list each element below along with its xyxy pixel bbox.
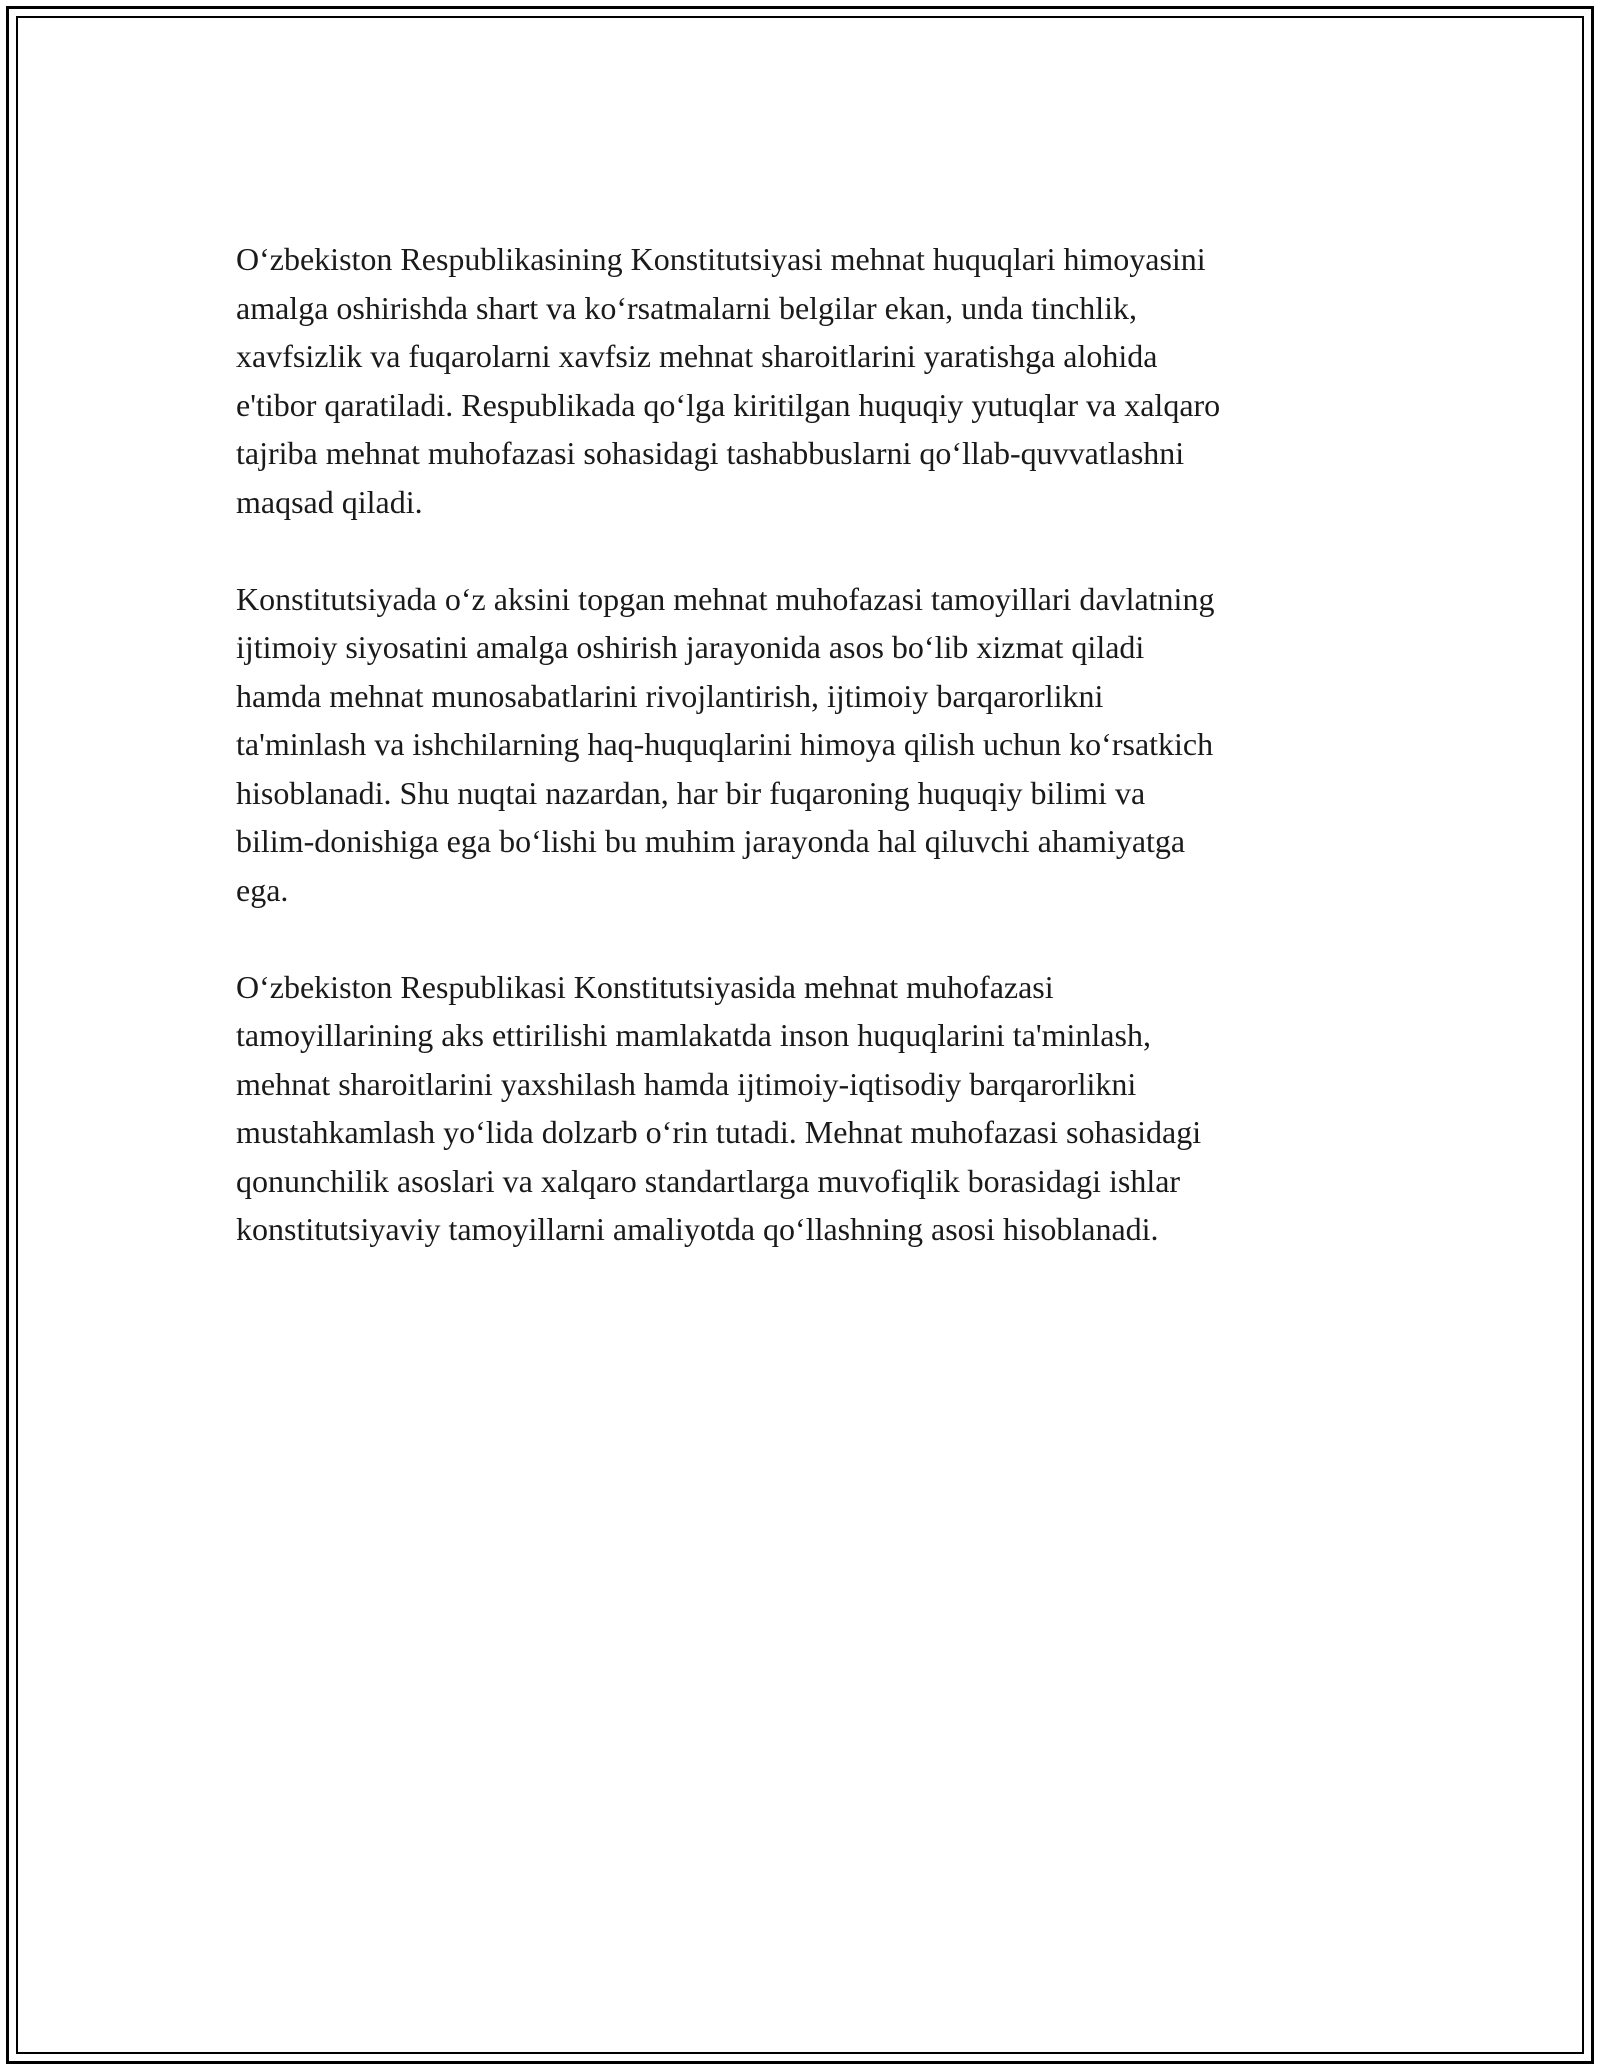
document-body: [236, 235, 1366, 1302]
paragraph-3: O‘zbekiston Respublikasi Konstitutsiyasida mehnat muhofazasi tamoyillarining aks ettirilishi mamlakatda inson huquqlarini ta'minlash, mehnat sharoitlarini yaxshilash hamda ijtimoiy-iqtisodiy barqarorlikni mustahkamlash yo‘lida dolzarb o‘rin tutadi. Mehnat muhofazasi sohasidagi qonunchilik asoslari va xalqaro standartlarga muvofiqlik borasidagi ishlar konstitutsiyaviy tamoyillarni amaliyotda qo‘llashning asosi hisoblanadi.: [236, 968, 1202, 1247]
paragraph-2: Konstitutsiyada o‘z aksini topgan mehnat muhofazasi tamoyillari davlatning ijtimoiy siyosatini amalga oshirish jarayonida asos bo‘lib xizmat qiladi hamda mehnat munosabatlarini rivojlantirish, ijtimoiy barqarorlikni ta'minlash va ishchilarning haq-huquqlarini himoya qilish uchun ko‘rsatkich hisoblanadi. Shu nuqtai nazardan, har bir fuqaroning huquqiy bilimi va bilim-donishiga ega bo‘lishi bu muhim jarayonda hal qiluvchi ahamiyatga ega.: [236, 580, 1215, 908]
paragraph-1: O‘zbekiston Respublikasining Konstitutsiyasi mehnat huquqlari himoyasini amalga oshirishda shart va ko‘rsatmalarni belgilar ekan, unda tinchlik, xavfsizlik va fuqarolarni xavfsiz mehnat sharoitlarini yaratishga alohida e'tibor qaratiladi. Respublikada qo‘lga kiritilgan huquqiy yutuqlar va xalqaro tajriba mehnat muhofazasi sohasidagi tashabbuslarni qo‘llab-quvvatlashni maqsad qiladi.: [236, 241, 1221, 520]
